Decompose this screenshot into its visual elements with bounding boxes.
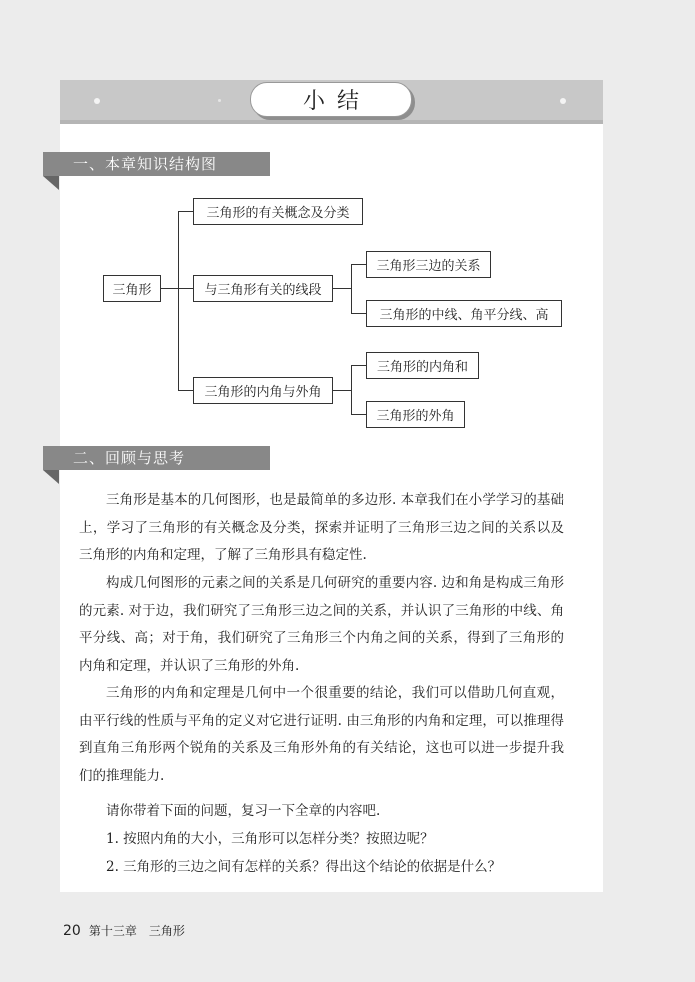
title-band xyxy=(60,80,603,124)
node-side-relationship: 三角形三边的关系 xyxy=(366,251,491,278)
connector xyxy=(351,264,366,265)
connector xyxy=(351,365,352,414)
decor-dot xyxy=(218,99,221,102)
page-title: 小结 xyxy=(250,82,412,117)
connector xyxy=(333,390,351,391)
node-concepts-classification: 三角形的有关概念及分类 xyxy=(193,198,363,225)
paragraph: 三角形的内角和定理是几何中一个很重要的结论，我们可以借助几何直观，由平行线的性质与平角的定义对它进行证明. 由三角形的内角和定理，可以推理得到直角三角形两个锐角的关系及三角形外角的有关结论，这也可以进一步提升我们的推理能力. xyxy=(79,685,564,784)
paragraph: 请你带着下面的问题，复习一下全章的内容吧. xyxy=(106,803,381,819)
node-related-segments: 与三角形有关的线段 xyxy=(193,275,333,302)
section-heading-structure: 一、本章知识结构图 xyxy=(43,152,270,176)
connector xyxy=(178,211,193,212)
question-item: 1. 按照内角的大小，三角形可以怎样分类？按照边呢？ xyxy=(106,831,434,847)
node-interior-angle-sum: 三角形的内角和 xyxy=(366,352,479,379)
question-item: 2. 三角形的三边之间有怎样的关系？得出这个结论的依据是什么？ xyxy=(106,859,502,875)
paragraph: 三角形是基本的几何图形，也是最简单的多边形. 本章我们在小学学习的基础上，学习了三角形的有关概念及分类，探索并证明了三角形三边之间的关系以及三角形的内角和定理，了解了三角形具有稳定性. xyxy=(79,492,564,563)
node-median-bisector-altitude: 三角形的中线、角平分线、高 xyxy=(366,300,562,327)
connector xyxy=(351,313,366,314)
decor-dot xyxy=(560,98,566,104)
connector xyxy=(351,365,366,366)
connector xyxy=(161,288,178,289)
connector xyxy=(351,264,352,313)
connector xyxy=(333,288,351,289)
node-interior-exterior-angles: 三角形的内角与外角 xyxy=(193,377,333,404)
connector xyxy=(178,211,179,390)
decor-dot xyxy=(94,98,100,104)
node-exterior-angle: 三角形的外角 xyxy=(366,401,465,428)
page-footer xyxy=(63,922,185,939)
connector xyxy=(178,390,193,391)
chapter-label: 第十三章 三角形 xyxy=(88,924,185,938)
paragraph: 构成几何图形的元素之间的关系是几何研究的重要内容. 边和角是构成三角形的元素. 对于边，我们研究了三角形三边之间的关系，并认识了三角形的中线、角平分线、高；对于角，我们研究了三角形三个内角之间的关系，得到了三角形的内角和定理，并认识了三角形的外角. xyxy=(79,575,564,674)
section-heading-review: 二、回顾与思考 xyxy=(43,446,270,470)
node-root: 三角形 xyxy=(103,275,161,302)
page-number: 20 xyxy=(63,923,81,939)
connector xyxy=(351,414,366,415)
connector xyxy=(178,288,193,289)
